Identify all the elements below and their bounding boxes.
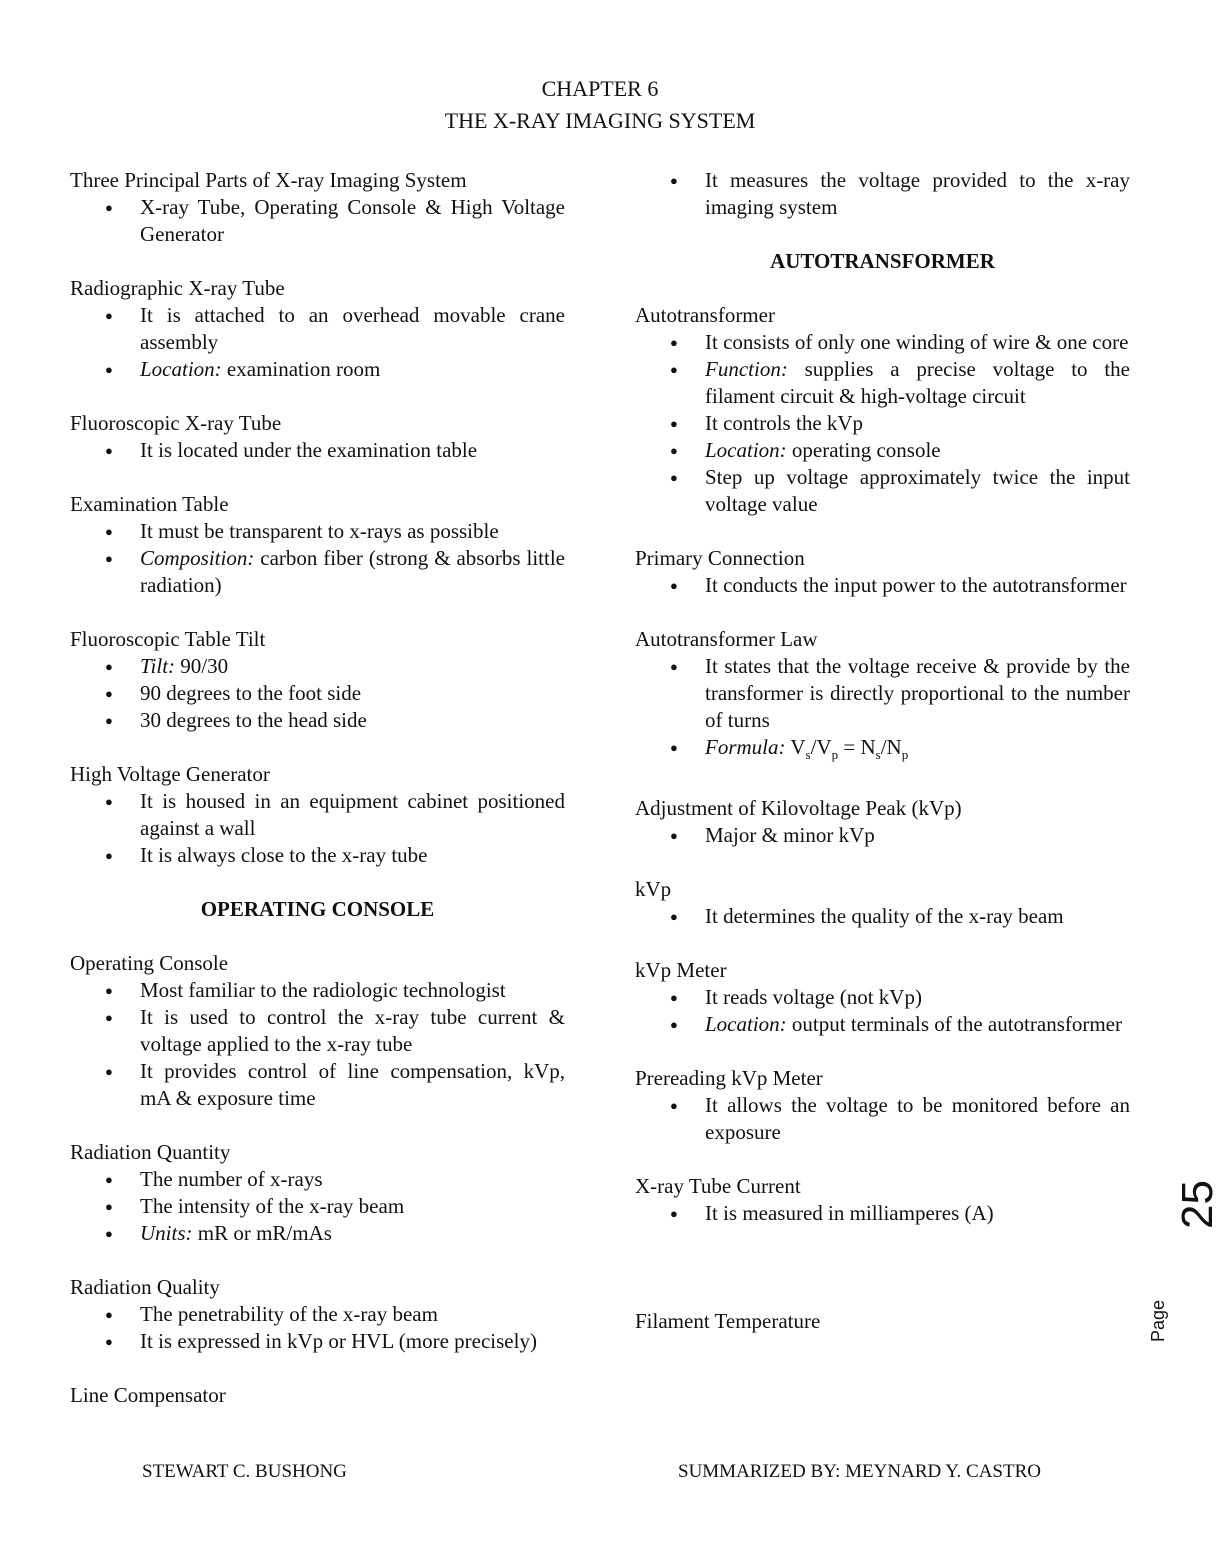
list-item: ● It is attached to an overhead movable crane assembly [140,302,565,356]
section-heading: Adjustment of Kilovoltage Peak (kVp) [635,796,962,821]
item-text: carbon fiber (strong & absorbs little radiation) [140,546,565,597]
item-label: Location: [140,357,222,381]
list-item: ● It reads voltage (not kVp) [705,984,1130,1011]
item-label: Location: [705,1012,787,1037]
item-text: supplies a precise voltage to the filament circuit & high-voltage circuit [705,357,1130,408]
section-heading: Primary Connection [635,546,805,570]
bullet-list [635,653,1130,768]
section-heading: Autotransformer Law [635,627,818,651]
left-column [70,167,565,1409]
chapter-title: THE X-RAY IMAGING SYSTEM [444,108,756,133]
item-label: Units: [140,1221,193,1245]
list-item [705,1011,1130,1038]
list-item: ● 90 degrees to the foot side [140,680,565,707]
section-heading: Autotransformer [635,303,775,327]
list-item: ● It is located under the examination table [140,437,565,464]
bullet-list [635,329,1130,518]
bullet-list [70,788,565,869]
list-item: ● It states that the voltage receive & provide by the transformer is directly proportional to the number of turns [705,653,1130,734]
section-heading: High Voltage Generator [70,762,270,786]
list-item [140,356,565,383]
list-item: ● It conducts the input power to the autotransformer [705,572,1130,599]
list-item: ● The number of x-rays [140,1166,565,1193]
section-heading: Examination Table [70,492,229,516]
list-item: ● X-ray Tube, Operating Console & High Voltage Generator [140,194,565,248]
page-number [1138,1180,1222,1345]
item-text: output terminals of the autotransformer [786,1012,1122,1037]
list-item [705,356,1130,410]
list-item [140,545,565,599]
bullet-list [70,1166,565,1247]
operating-console-heading: OPERATING CONSOLE [200,897,435,921]
list-item: ● It provides control of line compensation, kVp, mA & exposure time [140,1058,565,1112]
list-item: ● The penetrability of the x-ray beam [140,1301,565,1328]
item-label: Location: [705,438,787,462]
page-number-value: 25 [1173,1180,1222,1229]
list-item: ● It measures the voltage provided to the x-ray imaging system [705,167,1130,221]
section-heading: Operating Console [70,951,229,975]
section-heading: Radiation Quality [70,1275,220,1299]
page-word: Page [1148,1299,1168,1342]
list-item: ● 30 degrees to the head side [140,707,565,734]
formula: $V_s/V_p = N_s/N_p$ [790,735,909,763]
section-heading: Radiation Quantity [70,1140,231,1164]
list-item: ● Major & minor kVp [705,822,1130,849]
bullet-list [70,194,565,248]
list-item: ● It is housed in an equipment cabinet positioned against a wall [140,788,565,842]
list-item [705,734,1130,768]
list-item: ● Step up voltage approximately twice the input voltage value [705,464,1130,518]
bullet-list [635,1092,1130,1146]
item-text: operating console [786,438,941,462]
item-label: Function: [705,357,788,381]
list-item: ● It consists of only one winding of wire & one core [705,329,1130,356]
bullet-list [70,1301,565,1355]
footer-summarizer: SUMMARIZED BY: MEYNARD Y. CASTRO [678,1461,1041,1482]
right-column [635,167,1130,1335]
list-item [140,1220,565,1247]
item-label: Formula: [705,735,786,759]
autotransformer-heading: AUTOTRANSFORMER [770,249,995,273]
list-item: ● It must be transparent to x-rays as possible [140,518,565,545]
item-text: examination room [221,357,381,381]
section-heading: X-ray Tube Current [635,1174,801,1199]
section-heading: Three Principal Parts of X-ray Imaging System [70,168,467,192]
bullet-list [635,822,1130,849]
section-heading: Fluoroscopic X-ray Tube [70,411,282,435]
list-item: ● It is used to control the x-ray tube current & voltage applied to the x-ray tube [140,1004,565,1058]
section-heading: Line Compensator [70,1383,226,1407]
bullet-list [635,1200,1130,1227]
section-heading: Filament Temperature [635,1309,821,1334]
section-heading: Fluoroscopic Table Tilt [70,627,266,651]
section-heading: kVp [635,877,672,902]
list-item [705,437,1130,464]
list-item: ● It determines the quality of the x-ray beam [705,903,1130,930]
list-item: ● It is measured in milliamperes (A) [705,1200,1130,1227]
bullet-list [635,984,1130,1038]
bullet-list [70,653,565,734]
item-label: Tilt: [140,654,176,678]
list-item [140,653,565,680]
bullet-list [70,977,565,1112]
footer-author: STEWART C. BUSHONG [142,1461,347,1482]
bullet-list [70,302,565,383]
bullet-list [635,572,1130,599]
bullet-list [70,437,565,464]
item-text: mR or mR/mAs [192,1221,332,1245]
bullet-list [635,167,1130,221]
list-item: ● It is always close to the x-ray tube [140,842,565,869]
section-heading: Radiographic X-ray Tube [70,276,285,300]
list-item: ● Most familiar to the radiologic technologist [140,977,565,1004]
list-item: ● It controls the kVp [705,410,1130,437]
list-item: ● The intensity of the x-ray beam [140,1193,565,1220]
list-item: ● It is expressed in kVp or HVL (more precisely) [140,1328,565,1355]
item-text: 90/30 [175,654,229,678]
bullet-list [70,518,565,599]
item-label: Composition: [140,546,255,570]
section-heading: Prereading kVp Meter [635,1066,823,1091]
list-item: ● It allows the voltage to be monitored before an exposure [705,1092,1130,1146]
chapter-number: CHAPTER 6 [541,76,659,101]
bullet-list [635,903,1130,930]
section-heading: kVp Meter [635,958,727,983]
